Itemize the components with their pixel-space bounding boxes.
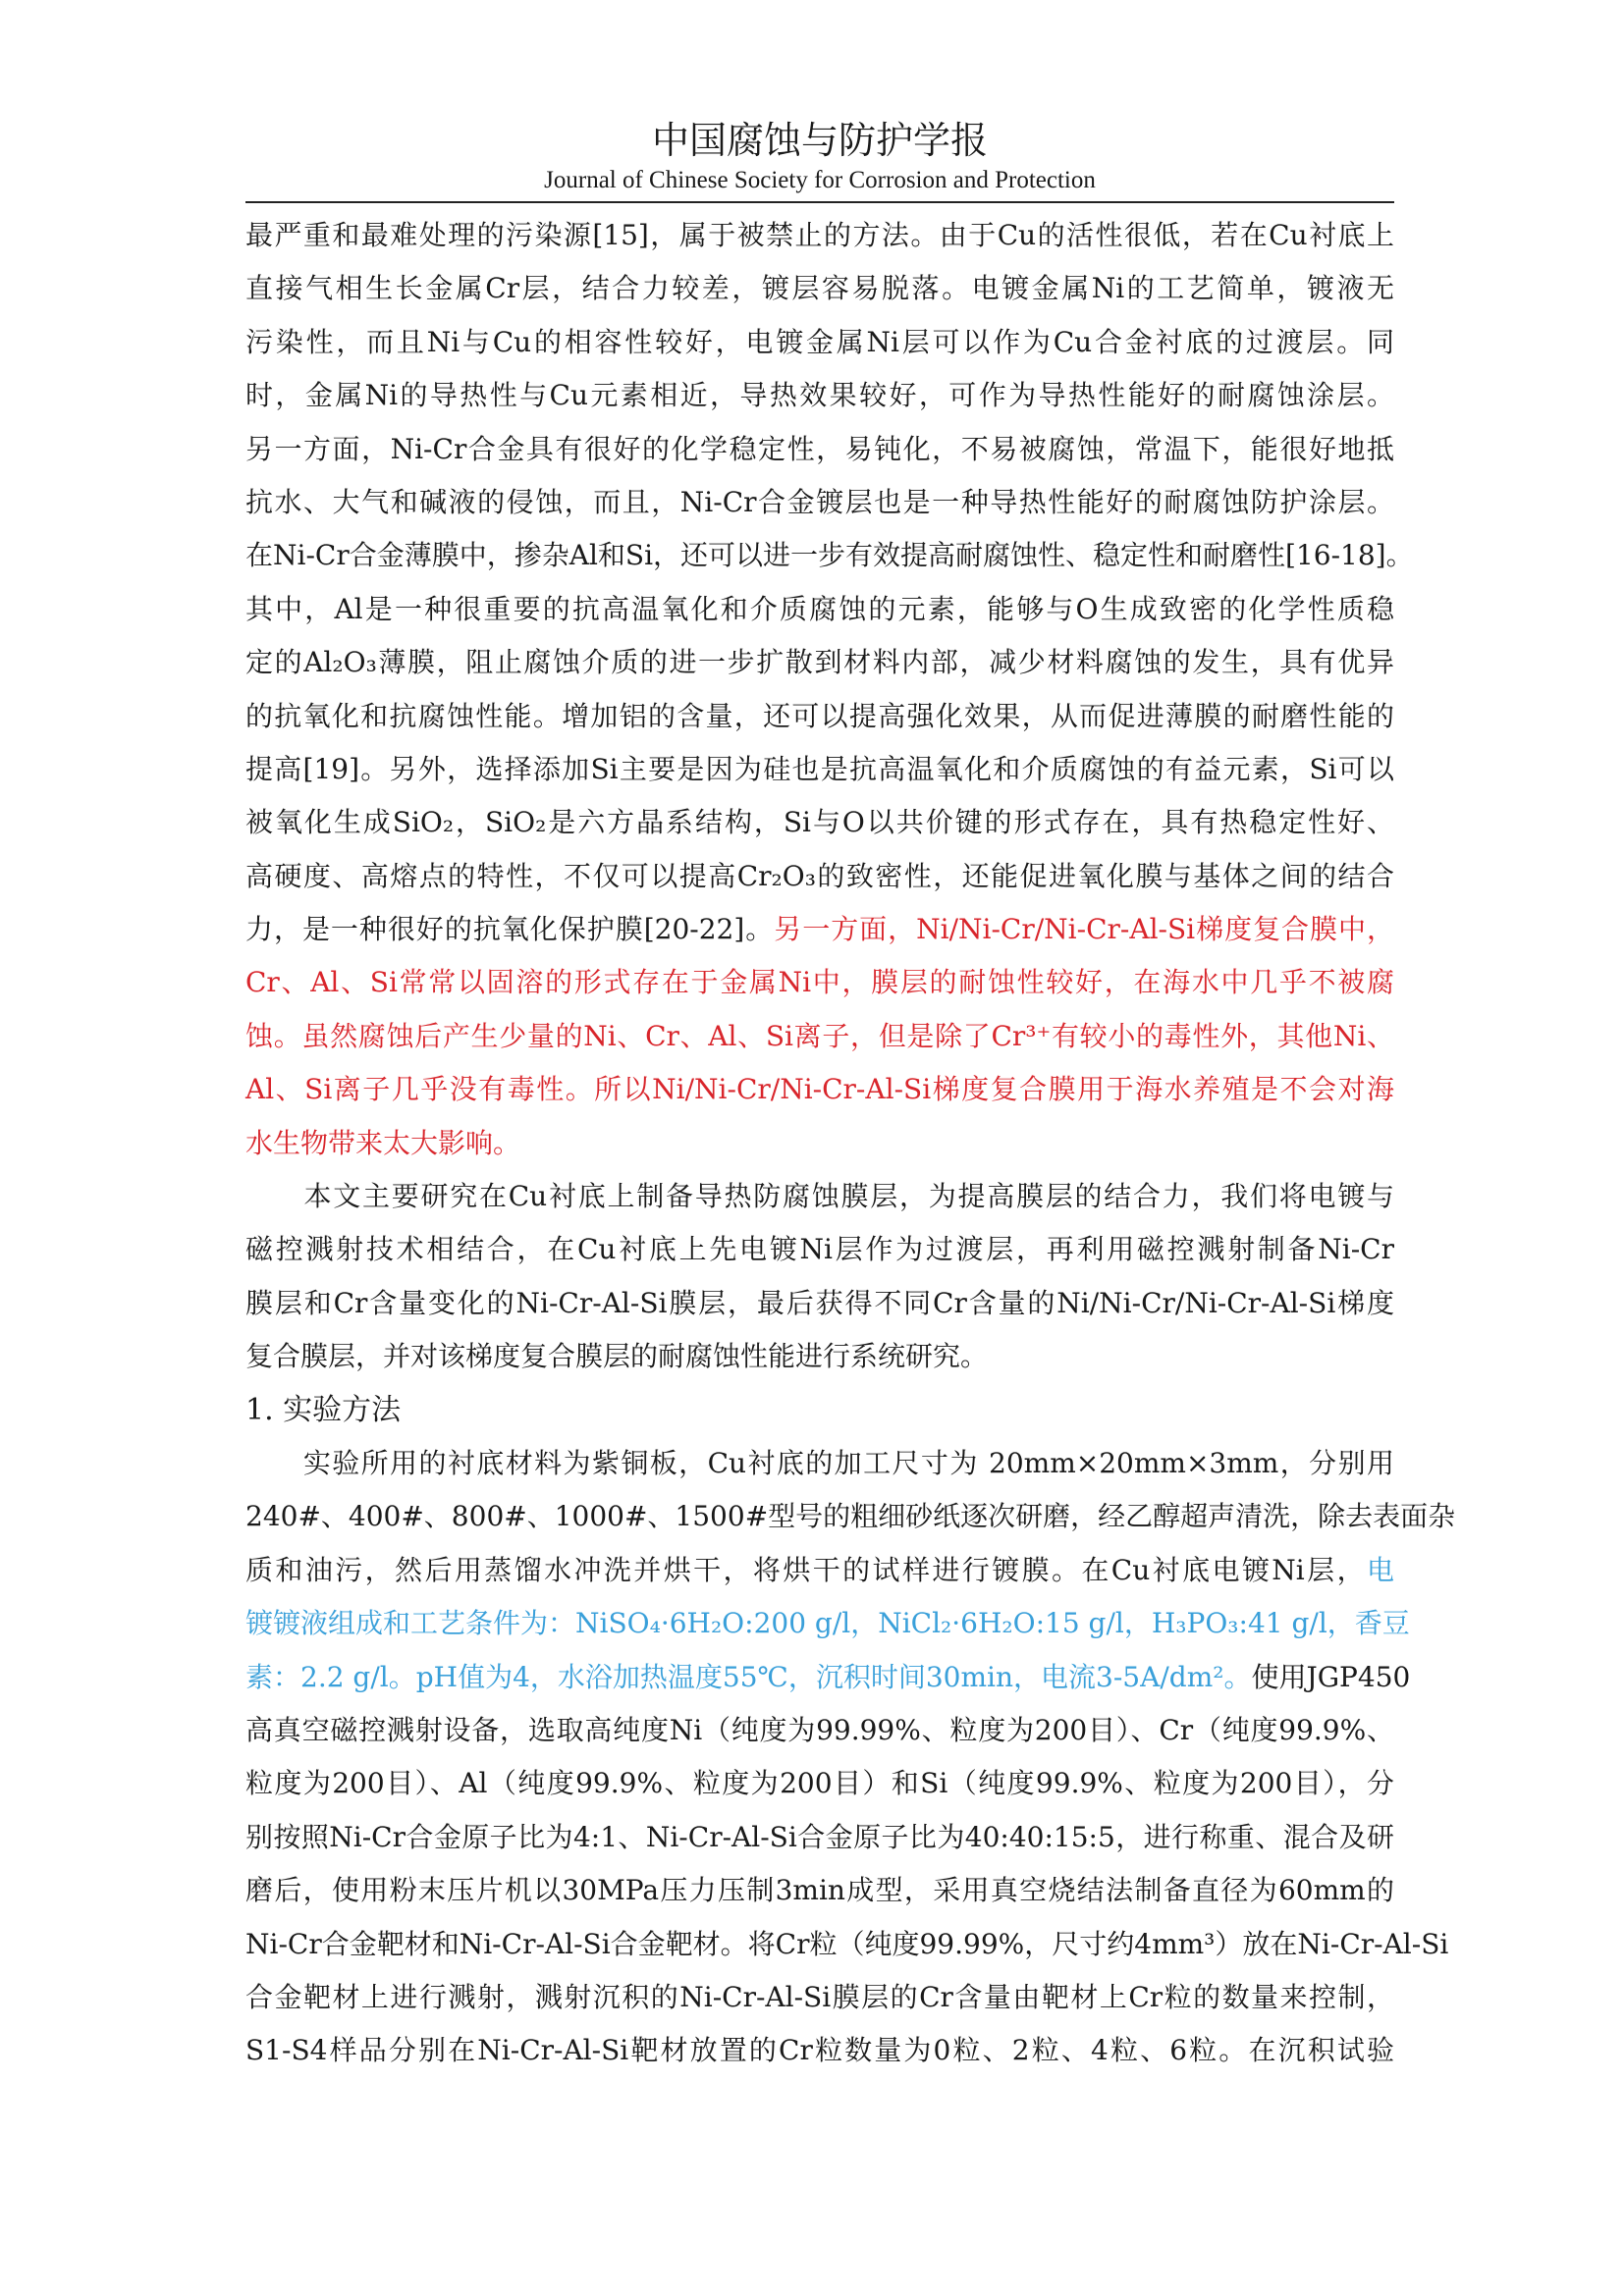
highlighted-red-text: 另一方面，Ni/Ni-Cr/Ni-Cr-Al-Si梯度复合膜中， [774,913,1394,946]
text-line: 时，金属Ni的导热性与Cu元素相近，导热效果较好，可作为导热性能好的耐腐蚀涂层。 [245,379,1394,412]
highlighted-blue-text: 电 [1366,1553,1394,1586]
highlighted-red-line: 水生物带来太大影响。 [245,1126,521,1159]
text-line: 最严重和最难处理的污染源[15]，属于被禁止的方法。由于Cu的活性很低，若在Cu衬底上 [245,219,1394,251]
paragraph-experimental-method [245,1437,1456,2078]
highlighted-red-line: Cr、Al、Si常常以固溶的形式存在于金属Ni中，膜层的耐蚀性较好，在海水中几乎不被腐 [245,966,1394,999]
text-line: 合金靶材上进行溅射，溅射沉积的Ni-Cr-Al-Si膜层的Cr含量由靶材上Cr粒的数量来控制， [245,1980,1394,2013]
header-rule [245,201,1394,203]
highlighted-red-line: 蚀。虽然腐蚀后产生少量的Ni、Cr、Al、Si离子，但是除了Cr³⁺有较小的毒性外，其他Ni、 [245,1019,1394,1052]
highlighted-blue-text: 素：2.2 g/l。pH值为4，水浴加热温度55℃，沉积时间30min，电流3-5A/dm²。 [245,1660,1252,1693]
text-span: 力，是一种很好的抗氧化保护膜[20-22]。 [245,913,775,946]
text-line: 抗水、大气和碱液的侵蚀，而且，Ni-Cr合金镀层也是一种导热性能好的耐腐蚀防护涂层。 [245,485,1394,518]
text-line: S1-S4样品分别在Ni-Cr-Al-Si靶材放置的Cr粒数量为0粒、2粒、4粒、6粒。在沉积试验 [245,2034,1394,2067]
text-line: 的抗氧化和抗腐蚀性能。增加铝的含量，还可以提高强化效果，从而促进薄膜的耐磨性能的 [245,699,1394,732]
paragraph-pollution-and-alloy [245,209,1414,1170]
text-line: 在Ni-Cr合金薄膜中，掺杂Al和Si，还可以进一步有效提高耐腐蚀性、稳定性和耐磨性[16-18]。 [245,539,1414,572]
text-line-mixed [245,1544,1394,1597]
text-line: 粒度为200目）、Al（纯度99.9%、粒度为200目）和Si（纯度99.9%、粒度为200目），分 [245,1767,1394,1800]
text-line: 别按照Ni-Cr合金原子比为4:1、Ni-Cr-Al-Si合金原子比为40:40:15:5，进行称重、混合及研 [245,1820,1394,1853]
text-line: 高真空磁控溅射设备，选取高纯度Ni（纯度为99.99%、粒度为200目）、Cr（纯度99.9%、 [245,1713,1394,1746]
highlighted-red-line: Al、Si离子几乎没有毒性。所以Ni/Ni-Cr/Ni-Cr-Al-Si梯度复合膜用于海水养殖是不会对海 [245,1073,1394,1106]
highlighted-blue-line: 镀镀液组成和工艺条件为：NiSO₄·6H₂O:200 g/l，NiCl₂·6H₂O:15 g/l，H₃PO₃:41 g/l，香豆 [245,1607,1410,1640]
text-line: 磨后，使用粉末压片机以30MPa压力压制3min成型，采用真空烧结法制备直径为60mm的 [245,1874,1394,1907]
text-line: 提高[19]。另外，选择添加Si主要是因为硅也是抗高温氧化和介质腐蚀的有益元素，Si可以 [245,752,1394,785]
text-line: 其中，Al是一种很重要的抗高温氧化和介质腐蚀的元素，能够与O生成致密的化学性质稳 [245,592,1394,625]
text-line: 污染性，而且Ni与Cu的相容性较好，电镀金属Ni层可以作为Cu合金衬底的过渡层。同 [245,325,1394,358]
paragraph-research-summary [245,1170,1394,1384]
text-line: 直接气相生长金属Cr层，结合力较差，镀层容易脱落。电镀金属Ni的工艺简单，镀液无 [245,272,1394,305]
section-heading: 1. 实验方法 [245,1392,402,1427]
text-line: 被氧化生成SiO₂，SiO₂是六方晶系结构，Si与O以共价键的形式存在，具有热稳定性好、 [245,806,1394,839]
text-line: 复合膜层，并对该梯度复合膜层的耐腐蚀性能进行系统研究。 [245,1340,989,1373]
page-header [245,116,1394,196]
text-span: 使用JGP450 [1251,1660,1411,1693]
text-line: 240#、400#、800#、1000#、1500#型号的粗细砂纸逐次研磨，经乙醇超声清洗，除去表面杂 [245,1500,1456,1533]
text-line: 膜层和Cr含量变化的Ni-Cr-Al-Si膜层，最后获得不同Cr含量的Ni/Ni-Cr/Ni-Cr-Al-Si梯度 [245,1286,1394,1319]
text-line-mixed [245,1651,1411,1704]
text-span: 质和油污，然后用蒸馏水冲洗并烘干，将烘干的试样进行镀膜。在Cu衬底电镀Ni层， [245,1553,1367,1586]
text-line: 本文主要研究在Cu衬底上制备导热防腐蚀膜层，为提高膜层的结合力，我们将电镀与 [245,1180,1394,1213]
text-line: 高硬度、高熔点的特性，不仅可以提高Cr₂O₃的致密性，还能促进氧化膜与基体之间的结合 [245,859,1394,892]
journal-title-en: Journal of Chinese Society for Corrosion and Protection [544,167,1096,193]
text-line: 定的Al₂O₃薄膜，阻止腐蚀介质的进一步扩散到材料内部，减少材料腐蚀的发生，具有优异 [245,646,1394,679]
text-line: 实验所用的衬底材料为紫铜板，Cu衬底的加工尺寸为 20mm×20mm×3mm，分别用 [245,1446,1394,1479]
text-line: 另一方面，Ni-Cr合金具有很好的化学稳定性，易钝化，不易被腐蚀，常温下，能很好地抵 [245,432,1394,465]
text-line-mixed [245,903,1394,956]
article-body [245,209,1456,2078]
journal-title-cn: 中国腐蚀与防护学报 [651,119,988,162]
text-line: Ni-Cr合金靶材和Ni-Cr-Al-Si合金靶材。将Cr粒（纯度99.99%，尺寸约4mm³）放在Ni-Cr-Al-Si [245,1927,1449,1960]
text-line: 磁控溅射技术相结合，在Cu衬底上先电镀Ni层作为过渡层，再利用磁控溅射制备Ni-Cr [245,1233,1394,1266]
